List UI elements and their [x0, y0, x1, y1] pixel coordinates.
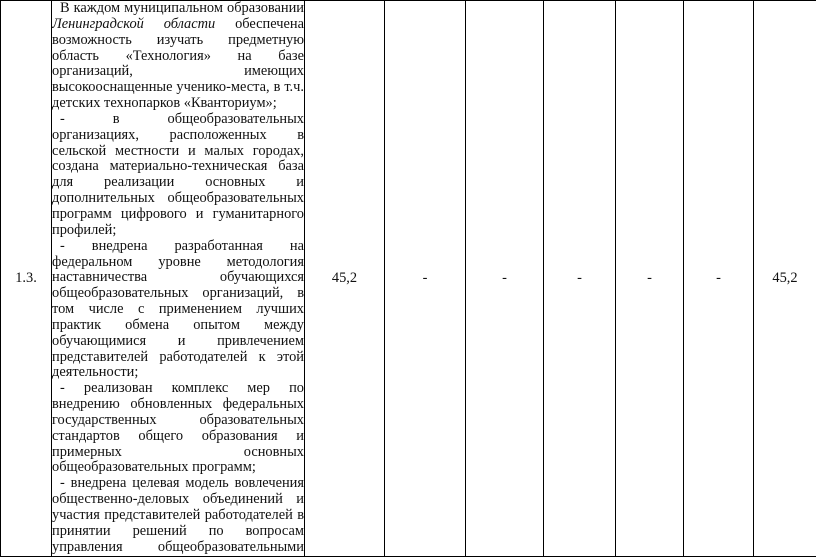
value-cell — [544, 1, 616, 557]
row-number: 1.3. — [15, 270, 37, 286]
description-paragraph: - внедрена целевая модель вовлечения общественно-деловых объединений и участия представителей работодателей в принятии решений по вопросам управления общеобразовательными — [52, 476, 304, 555]
description-paragraph: - реализован комплекс мер по внедрению обновленных федеральных государственных образовательных стандартов общего образования и примерных основных общеобразовательных программ; — [52, 381, 304, 476]
region-name: Ленинградской области — [52, 16, 215, 32]
value-cell — [305, 1, 385, 557]
table-row — [1, 1, 816, 557]
value-final: 45,2 — [772, 270, 797, 286]
value-cell — [754, 1, 816, 557]
value-empty: - — [647, 270, 652, 286]
description-paragraph — [52, 1, 304, 112]
description-cell — [52, 1, 305, 557]
value-total: 45,2 — [332, 270, 357, 286]
description-text-start: В каждом муниципальном образовании — [60, 0, 304, 16]
description-text-rest: обеспечена возможность изучать предметную область «Технология» на базе организаций, имеющих высокооснащенные ученико-места, в т.ч. детских технопарков «Кванториум»; — [52, 16, 304, 111]
value-empty: - — [423, 270, 428, 286]
row-number-cell — [1, 1, 52, 557]
value-cell — [616, 1, 684, 557]
value-empty: - — [577, 270, 582, 286]
value-empty: - — [502, 270, 507, 286]
value-cell — [385, 1, 466, 557]
value-empty: - — [716, 270, 721, 286]
description-paragraph: - внедрена разработанная на федеральном уровне методология наставничества обучающихся общеобразовательных организаций, в том числе с применением лучших практик обмена опытом между обучающимися и привлечением представителей работодателей к этой деятельности; — [52, 239, 304, 382]
value-cell — [466, 1, 544, 557]
description-paragraph: - в общеобразовательных организациях, расположенных в сельской местности и малых городах, создана материально-техническая база для реализации основных и дополнительных общеобразовательных программ цифрового и гуманитарного профилей; — [52, 112, 304, 239]
value-cell — [684, 1, 754, 557]
description-text — [52, 1, 304, 556]
